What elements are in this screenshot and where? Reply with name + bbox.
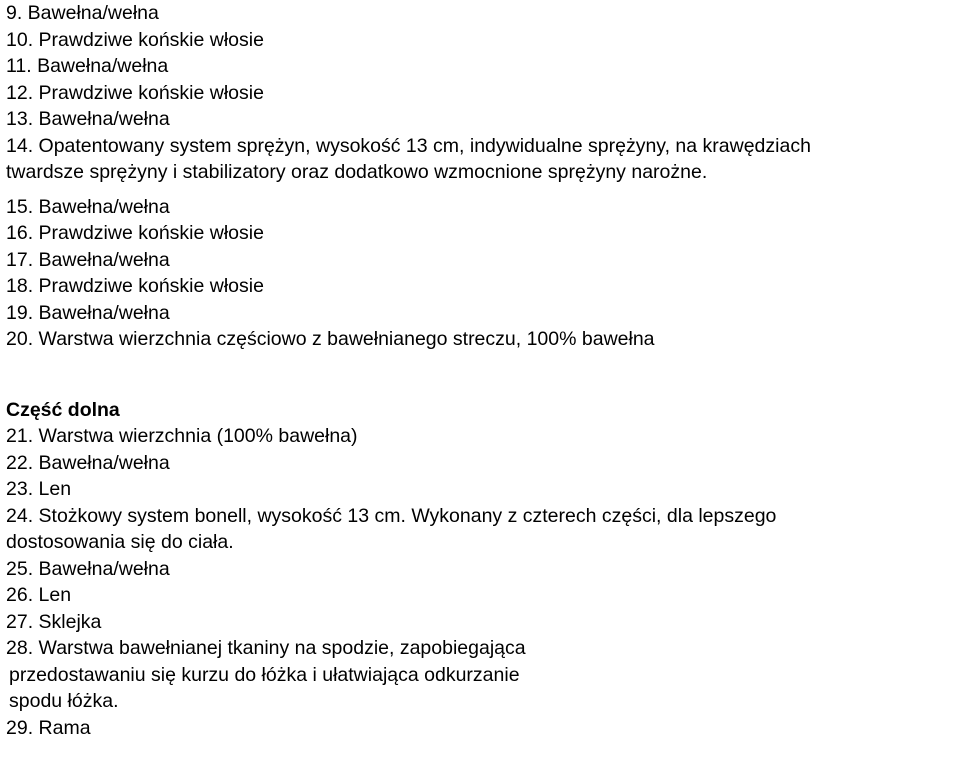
list-item: 17. Bawełna/wełna — [6, 248, 170, 271]
list-item: 16. Prawdziwe końskie włosie — [6, 222, 264, 244]
list-item: 27. Sklejka — [6, 610, 102, 633]
section-heading: Część dolna — [6, 398, 120, 421]
list-item: 11. Bawełna/wełna — [6, 55, 169, 77]
list-item: 29. Rama — [6, 716, 91, 739]
list-item: 10. Prawdziwe końskie włosie — [6, 28, 264, 51]
list-item: 18. Prawdziwe końskie włosie — [6, 275, 264, 297]
list-item-continuation: spodu łóżka. — [9, 690, 119, 712]
list-item-continuation: twardsze sprężyny i stabilizatory oraz dodatkowo wzmocnione sprężyny narożne. — [6, 161, 708, 183]
list-item: 9. Bawełna/wełna — [6, 2, 159, 24]
item-list-top — [6, 0, 956, 186]
list-item: 25. Bawełna/wełna — [6, 557, 170, 580]
list-item: 19. Bawełna/wełna — [6, 301, 170, 324]
list-item: 23. Len — [6, 478, 72, 500]
list-item: 12. Prawdziwe końskie włosie — [6, 81, 264, 104]
list-item: 21. Warstwa wierzchnia (100% bawełna) — [6, 425, 358, 447]
list-item: 22. Bawełna/wełna — [6, 451, 170, 474]
list-item: 24. Stożkowy system bonell, wysokość 13 cm. Wykonany z czterech części, dla lepszego — [6, 504, 777, 527]
list-item-continuation: dostosowania się do ciała. — [6, 531, 234, 553]
spacer — [6, 353, 956, 397]
document-page — [6, 0, 956, 741]
list-item: 28. Warstwa bawełnianej tkaniny na spodzie, zapobiegająca — [6, 637, 526, 659]
list-item: 13. Bawełna/wełna — [6, 108, 170, 130]
list-item-continuation: przedostawaniu się kurzu do łóżka i ułatwiająca odkurzanie — [9, 663, 520, 686]
list-item: 15. Bawełna/wełna — [6, 195, 170, 218]
list-item: 20. Warstwa wierzchnia częściowo z bawełnianego streczu, 100% bawełna — [6, 328, 655, 350]
spacer — [6, 186, 956, 194]
item-list-mid — [6, 194, 956, 353]
list-item: 26. Len — [6, 584, 72, 606]
item-list-bottom — [6, 423, 956, 741]
list-item: 14. Opatentowany system sprężyn, wysokość 13 cm, indywidualne sprężyny, na krawędziach — [6, 134, 811, 157]
